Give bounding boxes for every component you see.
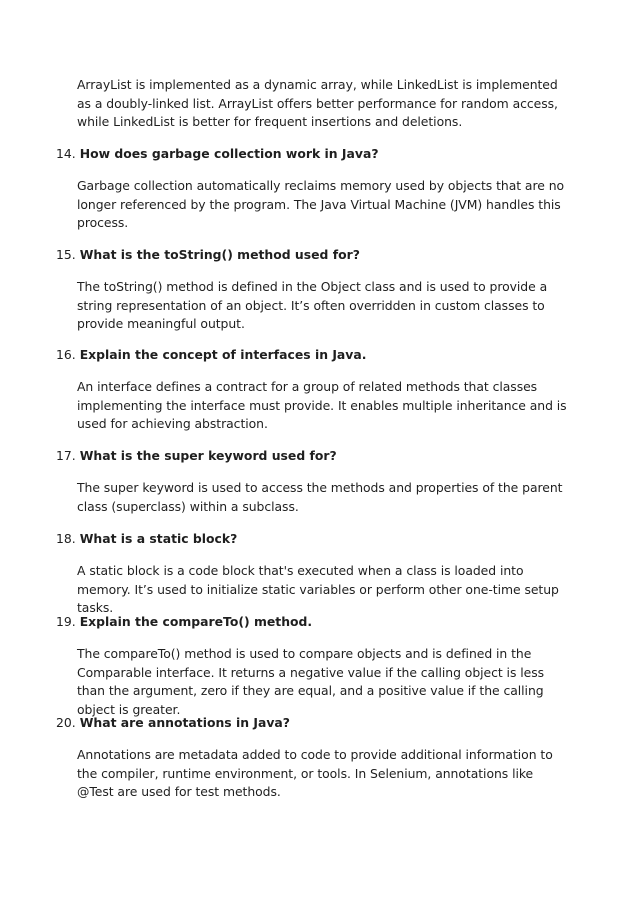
answer-15: The toString() method is defined in the Object class and is used to provide a string representation of an object. It’s often overridden in custom classes to provide meaningful output.: [77, 279, 548, 332]
question-number: 14.: [56, 146, 76, 161]
question-number: 16.: [56, 347, 76, 362]
question-15: [56, 246, 360, 264]
question-14: [56, 145, 379, 163]
question-number: 20.: [56, 715, 76, 730]
question-title: What is a static block?: [79, 531, 238, 546]
question-17: [56, 447, 337, 465]
intro-answer: ArrayList is implemented as a dynamic array, while LinkedList is implemented as a doubly-linked list. ArrayList offers better performance for random access, while LinkedList is better for frequent insertions and deletions.: [77, 77, 558, 130]
question-19: [56, 613, 312, 631]
question-20: [56, 714, 290, 732]
question-title: What is the super keyword used for?: [79, 448, 337, 463]
answer-18: A static block is a code block that's executed when a class is loaded into memory. It’s used to initialize static variables or perform other one-time setup tasks.: [77, 563, 559, 616]
answer-17: The super keyword is used to access the methods and properties of the parent class (superclass) within a subclass.: [77, 480, 563, 514]
question-number: 19.: [56, 614, 76, 629]
answer-14: Garbage collection automatically reclaims memory used by objects that are no longer referenced by the program. The Java Virtual Machine (JVM) handles this process.: [77, 178, 565, 231]
question-18: [56, 530, 237, 548]
question-title: What is the toString() method used for?: [79, 247, 360, 262]
answer-19: The compareTo() method is used to compare objects and is defined in the Comparable interface. It returns a negative value if the calling object is less than the argument, zero if they are equal, and a positive value if the calling object is greater.: [77, 646, 545, 717]
question-number: 18.: [56, 531, 76, 546]
answer-20: Annotations are metadata added to code to provide additional information to the compiler, runtime environment, or tools. In Selenium, annotations like @Test are used for test methods.: [77, 747, 553, 800]
question-16: [56, 346, 366, 364]
question-number: 17.: [56, 448, 76, 463]
question-title: How does garbage collection work in Java?: [79, 146, 379, 161]
question-title: Explain the compareTo() method.: [79, 614, 313, 629]
question-number: 15.: [56, 247, 76, 262]
answer-16: An interface defines a contract for a group of related methods that classes implementing the interface must provide. It enables multiple inheritance and is used for achieving abstraction.: [77, 379, 567, 432]
question-title: What are annotations in Java?: [79, 715, 290, 730]
question-title: Explain the concept of interfaces in Java.: [79, 347, 367, 362]
